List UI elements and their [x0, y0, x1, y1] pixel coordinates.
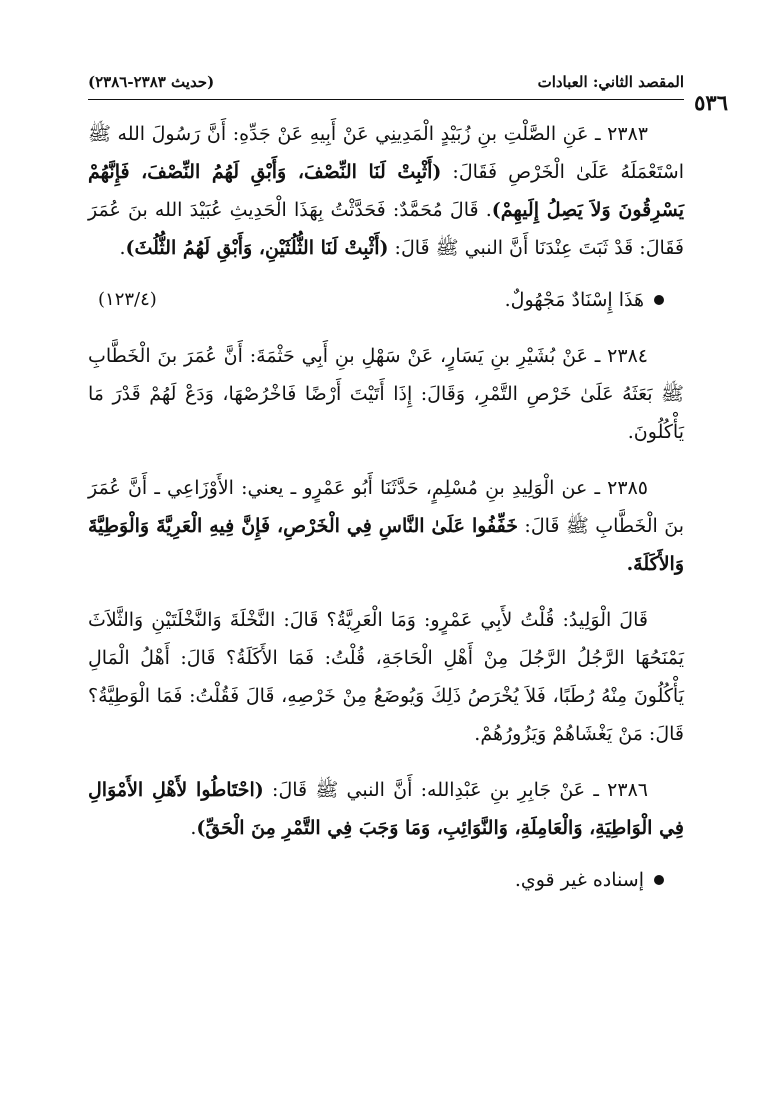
hadith-2385-quote: خَفِّفُوا عَلَىٰ النَّاسِ فِي الْخَرْصِ، فَإِنَّ فِيهِ الْعَرِيَّةَ وَالْوَطِيَّةَ وَالأَكَلَةَ. [88, 515, 684, 575]
hadith-2383-grading [88, 281, 684, 319]
hadith-2384: ٢٣٨٤ ـ عَنْ بُشَيْرِ بنِ يَسَارٍ، عَنْ سَهْلِ بنِ أَبِي حَثْمَةَ: أَنَّ عُمَرَ بنَ الْخَطَّابِ ﷺ بَعَثَهُ عَلَىٰ خَرْصِ التَّمْرِ، وَقَالَ: إِذَا أَتَيْتَ أَرْضًا فَاخْرُصْهَا، وَدَعْ لَهُمْ قَدْرَ مَا يَأْكُلُونَ. [88, 345, 684, 443]
hadith-range: (حديث ٢٣٨٣-٢٣٨٦) [88, 73, 215, 91]
volume-reference: (١٢٣/٤) [98, 289, 157, 310]
hadith-2383 [88, 115, 684, 267]
hadith-2383-mid: . قَالَ مُحَمَّدٌ: فَحَدَّثْتُ بِهَذَا الْحَدِيثِ عُبَيْدَ الله بنَ عُمَرَ فَقَالَ: قَدْ ثَبَتَ عِنْدَنَا أَنَّ النبي ﷺ قَالَ: [88, 199, 684, 259]
hadith-2383-end: . [119, 237, 126, 259]
running-header [88, 70, 684, 94]
hadith-2383-quote-2: (أَثْبِتْ لَنَا الثُّلُثَيْنِ، وَأَبْقِ لَهُمُ الثُّلُثَ) [125, 237, 389, 259]
grading-text: إسناده غير قوي. [514, 869, 644, 891]
hadith-2386-quote: (احْتَاطُوا لأَهْلِ الأَمْوَالِ فِي الْوَاطِيَةِ، وَالْعَامِلَةِ، وَالنَّوَائِبِ، وَمَا وَجَبَ فِي التَّمْرِ مِنَ الْحَقِّ) [88, 779, 684, 839]
hadith-2386-end: . [190, 817, 197, 839]
bullet-icon [654, 295, 664, 305]
bullet-icon [654, 875, 664, 885]
page-number: ٥٣٦ [694, 90, 728, 115]
section-title: المقصد الثاني: العبادات [537, 73, 684, 91]
hadith-2383-intro: ٢٣٨٣ ـ عَنِ الصَّلْتِ بنِ زُبَيْدٍ الْمَدِينِي عَنْ أَبِيهِ عَنْ جَدِّهِ: أَنَّ رَسُولَ الله ﷺ اسْتَعْمَلَهُ عَلَىٰ الْخَرْصِ فَقَالَ: [88, 123, 685, 183]
hadith-2386 [88, 771, 684, 847]
hadith-2385-commentary: قَالَ الْوَلِيدُ: قُلْتُ لأَبِي عَمْرٍو: وَمَا الْعَرِيَّةُ؟ قَالَ: النَّخْلَةَ وَالنَّخْلَتَيْنِ وَالثَّلاَثَ يَمْنَحُهَا الرَّجُلُ الرَّجُلَ مِنْ أَهْلِ الْحَاجَةِ، قُلْتُ: فَمَا الأَكَلَةُ؟ قَالَ: أَهْلُ الْمَالِ يَأْكُلُونَ مِنْهُ رُطَبًا، فَلاَ يُخْرَصُ ذَلِكَ وَيُوضَعُ مِنْ خَرْصِهِ، قَالَ فَقُلْتُ: فَمَا الْوَطِيَّةُ؟ قَالَ: مَنْ يَغْشَاهُمْ وَيَزُورُهُمْ. [88, 609, 684, 745]
header-divider [88, 99, 684, 100]
hadith-2383-quote-1: (أَثْبِتْ لَنَا النِّصْفَ، وَأَبْقِ لَهُمُ النِّصْفَ، فَإِنَّهُمْ يَسْرِقُونَ وَلاَ يَصِلُ إِلَيهِمْ) [88, 161, 684, 221]
hadith-2386-intro: ٢٣٨٦ ـ عَنْ جَابِرِ بنِ عَبْدِالله: أَنَّ النبي ﷺ قَالَ: [263, 779, 648, 801]
hadith-2386-grading [88, 861, 684, 899]
hadith-2385-intro: ٢٣٨٥ ـ عن الْوَلِيدِ بنِ مُسْلِمٍ، حَدَّثَنَا أَبُو عَمْرٍو ـ يعني: الأَوْزَاعِي ـ أَنَّ عُمَرَ بنَ الْخَطَّابِ ﷺ قَالَ: [88, 477, 684, 537]
main-text [88, 115, 684, 899]
grading-text: هَذَا إِسْنَادٌ مَجْهُولٌ. [504, 289, 644, 311]
hadith-2385 [88, 469, 684, 583]
